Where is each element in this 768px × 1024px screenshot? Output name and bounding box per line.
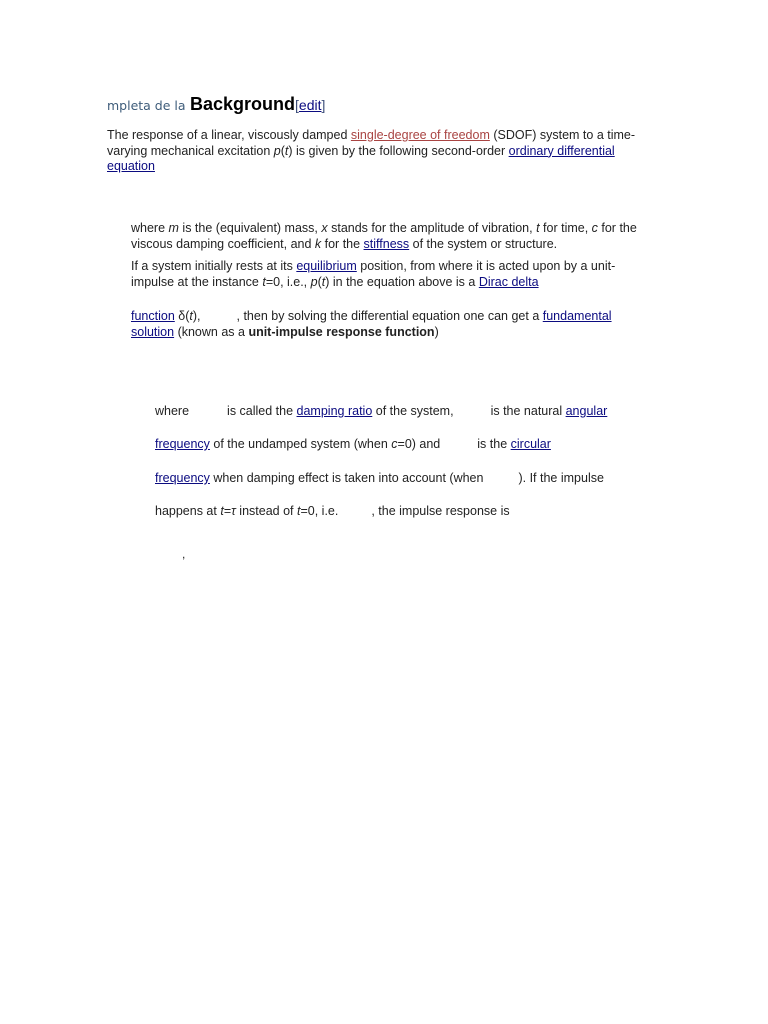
edit-bracket-close: ] bbox=[321, 97, 326, 113]
text: of the undamped system (when bbox=[209, 437, 392, 451]
section-heading bbox=[107, 94, 325, 115]
bold-term: unit-impulse response function bbox=[248, 324, 435, 339]
link-ordinary-differential-equation[interactable]: ordinary differential equation bbox=[107, 143, 615, 173]
text: , then by solving the differential equation one can get a bbox=[236, 309, 543, 323]
paragraph-impulse-response bbox=[131, 309, 651, 340]
edit-bracket-open: [ bbox=[295, 97, 299, 113]
text: ) bbox=[434, 324, 439, 339]
paragraph-shifted-impulse bbox=[155, 504, 655, 520]
text: The response of a linear, viscously damped bbox=[107, 128, 351, 142]
var-p: p bbox=[273, 143, 281, 158]
text: If a system initially rests at its bbox=[131, 259, 297, 273]
link-frequency[interactable]: frequency bbox=[155, 437, 210, 451]
text: for the bbox=[321, 236, 364, 251]
link-circular[interactable]: circular bbox=[510, 437, 551, 451]
var-t: t bbox=[284, 143, 289, 158]
var-t: t bbox=[536, 221, 540, 235]
var-p: p bbox=[310, 274, 318, 289]
text: for time, bbox=[539, 221, 592, 235]
text: , the impulse response is bbox=[371, 504, 510, 518]
text: ( bbox=[280, 143, 285, 158]
text: of the system or structure. bbox=[409, 236, 558, 251]
text: is the bbox=[477, 437, 511, 451]
link-stiffness[interactable]: stiffness bbox=[363, 236, 410, 251]
text: (SDOF) system to a time-varying mechanical excitation bbox=[107, 128, 636, 158]
text: ) in the equation above is a bbox=[325, 274, 479, 289]
text: where bbox=[131, 221, 169, 235]
text: ). If the impulse bbox=[518, 471, 604, 485]
var-x: x bbox=[321, 221, 328, 235]
link-dirac-delta[interactable]: Dirac delta bbox=[478, 274, 539, 289]
paragraph-equilibrium bbox=[131, 259, 651, 290]
link-single-degree-of-freedom[interactable]: single-degree of freedom bbox=[350, 128, 490, 142]
paragraph-damped-frequency bbox=[155, 471, 655, 487]
text: for the viscous damping coefficient, and bbox=[131, 221, 637, 251]
link-function[interactable]: function bbox=[131, 309, 175, 323]
var-c: c bbox=[591, 221, 598, 235]
text: happens at bbox=[155, 504, 221, 518]
text: ) is given by the following second-order bbox=[288, 143, 509, 158]
text: where bbox=[155, 404, 190, 418]
text: when damping effect is taken into account (when bbox=[209, 471, 484, 485]
var-k: k bbox=[314, 236, 322, 251]
link-fundamental-solution[interactable]: fundamental solution bbox=[131, 309, 612, 339]
text: ), bbox=[192, 309, 201, 323]
link-damping-ratio[interactable]: damping ratio bbox=[296, 404, 373, 418]
text: is called the bbox=[227, 404, 297, 418]
text: =0) and bbox=[397, 437, 441, 451]
var-t: t bbox=[296, 504, 301, 518]
var-t: t bbox=[321, 274, 326, 289]
text: of the system, bbox=[372, 404, 454, 418]
link-frequency[interactable]: frequency bbox=[155, 471, 210, 485]
text: stands for the amplitude of vibration, bbox=[327, 221, 537, 235]
edit-link[interactable]: edit bbox=[298, 97, 322, 113]
var-c: c bbox=[391, 437, 398, 451]
text: (known as a bbox=[174, 324, 249, 339]
var-t: t bbox=[220, 504, 224, 518]
var-t: t bbox=[189, 309, 193, 323]
text: instead of bbox=[235, 504, 297, 518]
text: δ( bbox=[174, 309, 190, 323]
text: =0, i.e. bbox=[300, 504, 339, 518]
section-title: Background bbox=[190, 94, 296, 114]
text: is the natural bbox=[490, 404, 566, 418]
var-m: m bbox=[168, 221, 179, 235]
text: position, from where it is acted upon by a unit-impulse at the instance bbox=[131, 259, 616, 289]
text: = bbox=[223, 504, 232, 518]
text: is the (equivalent) mass, bbox=[178, 221, 322, 235]
link-equilibrium[interactable]: equilibrium bbox=[296, 259, 357, 273]
paragraph-undamped bbox=[155, 437, 655, 453]
var-t: t bbox=[262, 274, 266, 289]
paragraph-variables bbox=[131, 221, 651, 252]
paragraph-intro bbox=[107, 128, 647, 175]
var-tau: τ bbox=[231, 504, 236, 518]
link-angular[interactable]: angular bbox=[565, 404, 608, 418]
paragraph-damping-ratio bbox=[155, 404, 655, 420]
text: ( bbox=[317, 274, 322, 289]
trailing-comma: , bbox=[182, 547, 186, 561]
heading-prefix: mpleta de la bbox=[107, 98, 186, 113]
text: =0, i.e., bbox=[265, 274, 311, 289]
